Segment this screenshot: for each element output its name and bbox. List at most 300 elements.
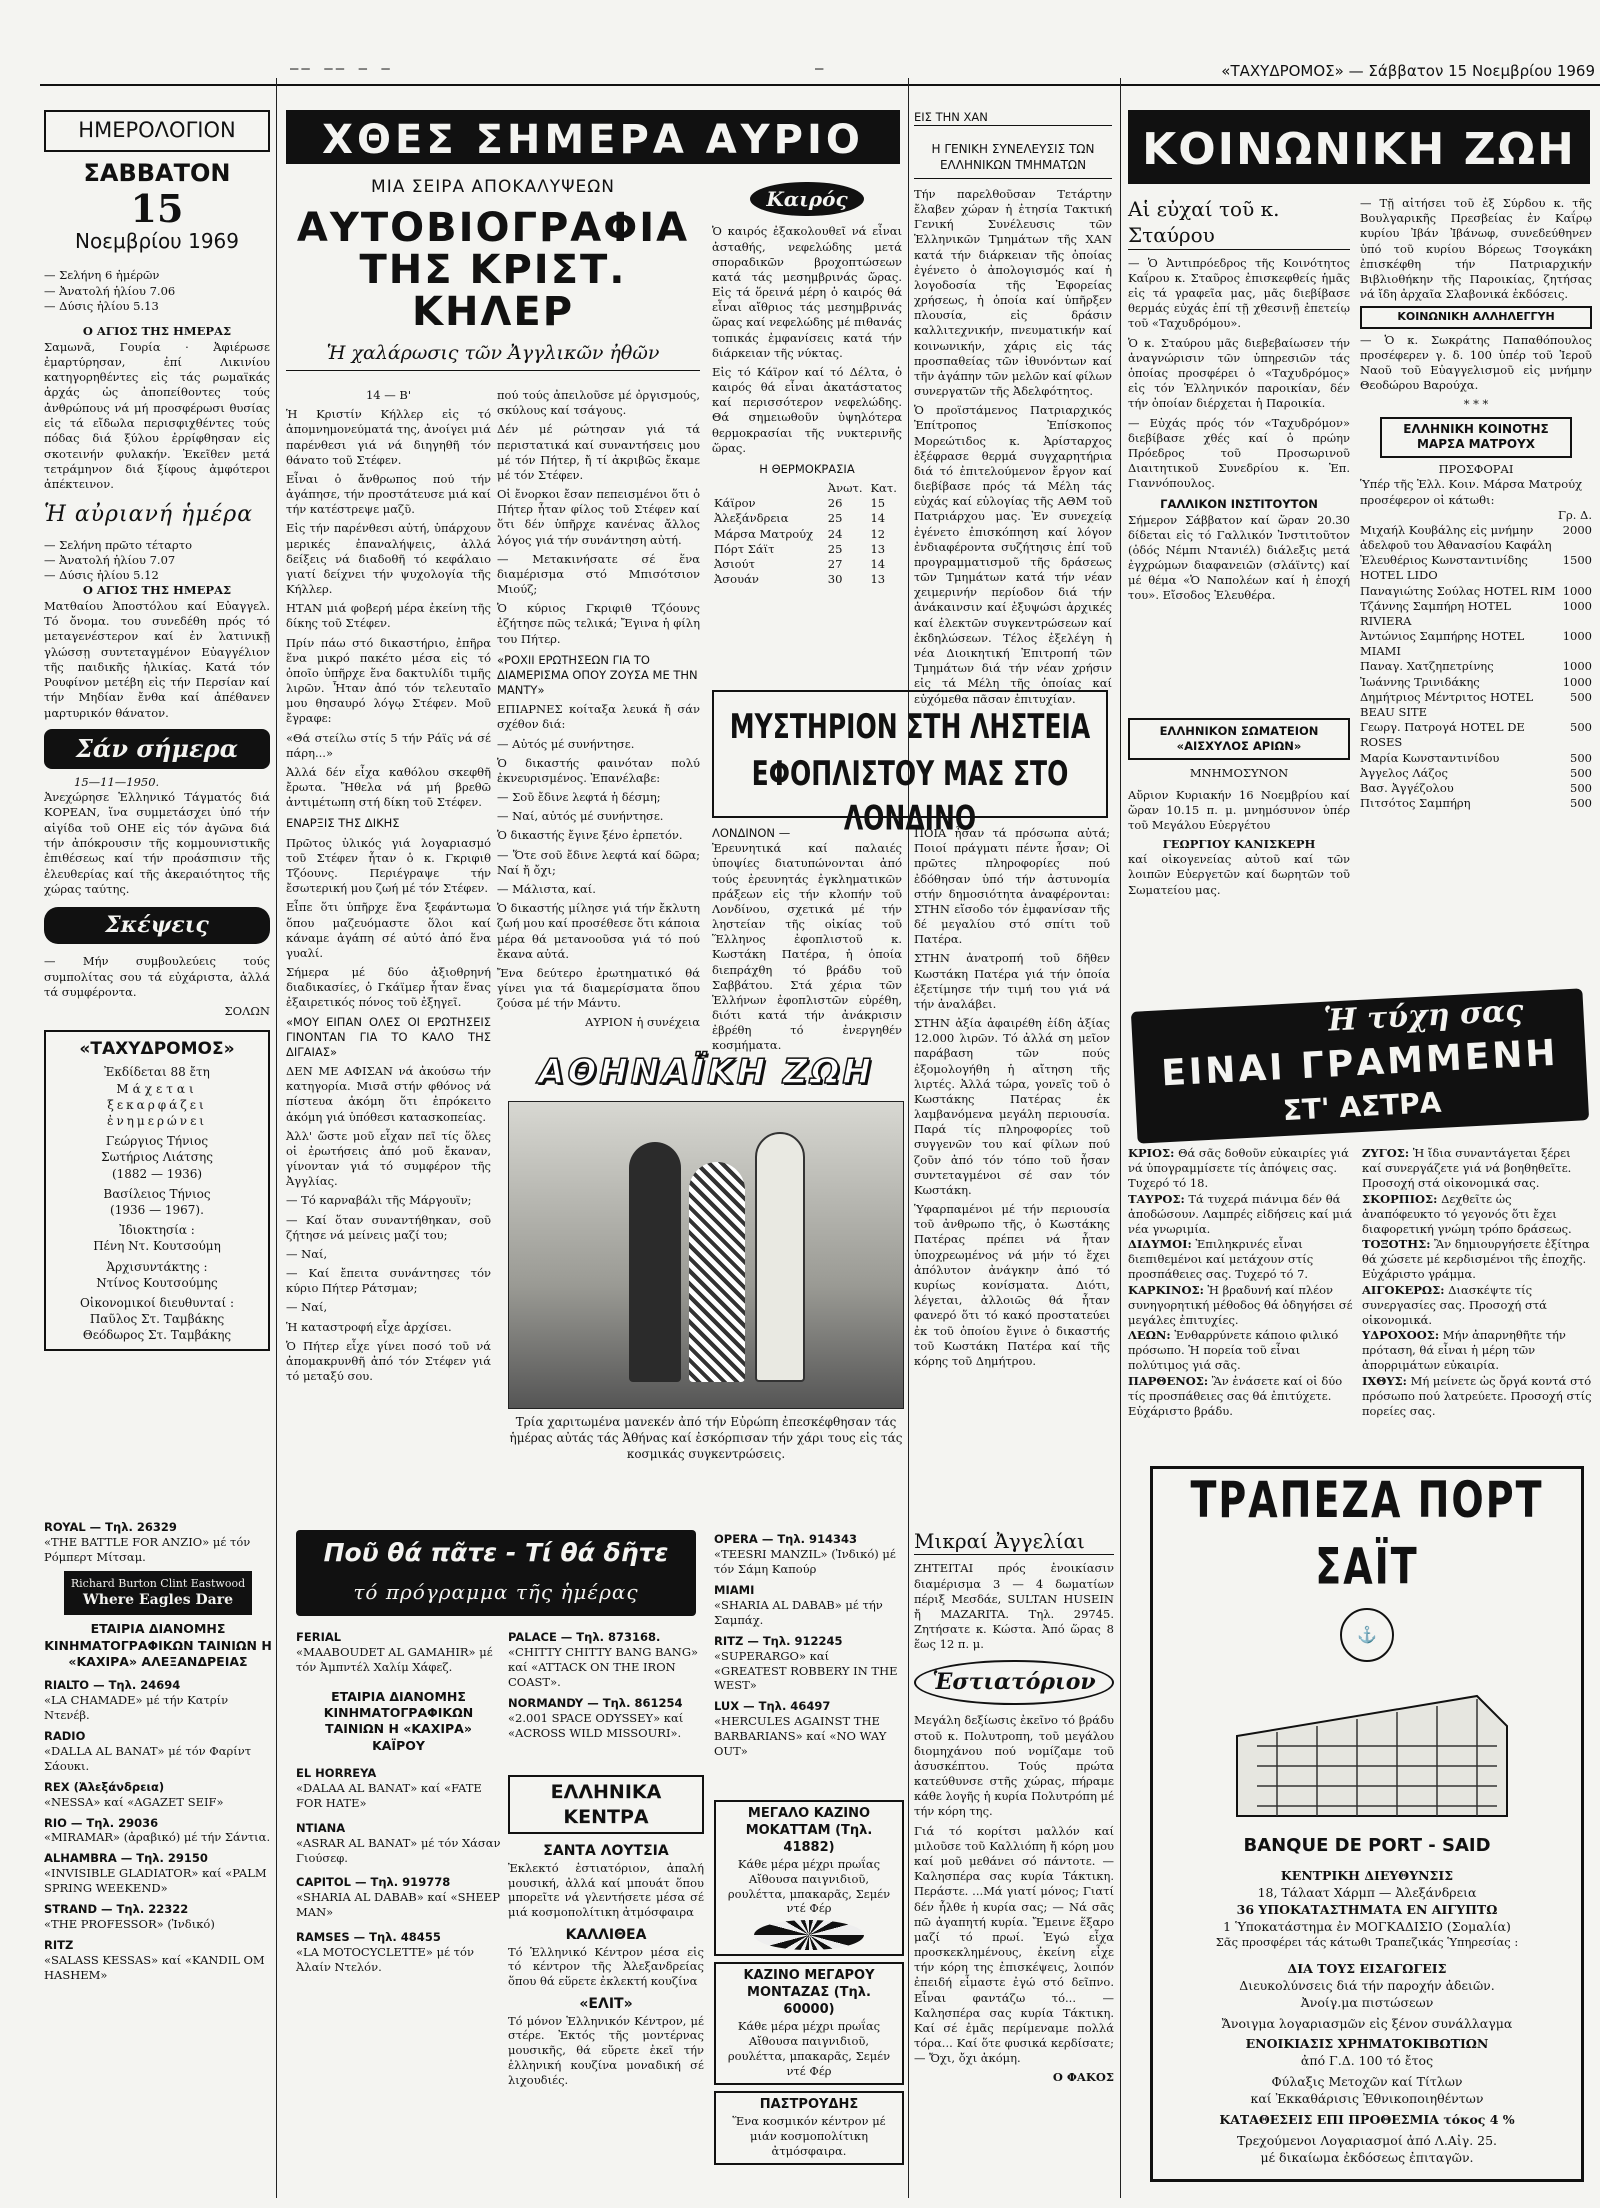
sign-text: Θά σᾶς δοθοῦν εὐκαιρίες γιά νά ὑπογραμμίσετε τίς ἀπόψεις σας. Τυχερό τό 18. <box>1128 1146 1349 1191</box>
column-rule-1 <box>276 78 277 2198</box>
sign-text: Ἡ βραδυνή καί πλέον συνηγορητική μέθοδος θά ὁδηγήσει σέ μεγάλες ἐπιτυχίες. <box>1128 1282 1353 1327</box>
cinema-film: «2.001 SPACE ODYSSEY» καί «ACROSS WILD MISSOURI». <box>508 1710 684 1740</box>
temperature-row <box>712 527 902 542</box>
donor-name: Ἐλευθέριος Κωνσταντινίδης HOTEL LIDO <box>1360 553 1528 583</box>
donor-name: Μαρία Κωνσταντινίδου <box>1360 750 1500 765</box>
casino-montaza-box <box>714 1962 904 2084</box>
sign-entry <box>1362 1374 1592 1420</box>
cinema-film: «CHITTY CHITTY BANG BANG» καί «ATTACK ON THE IRON COAST». <box>508 1644 699 1689</box>
cinema-film: «LA CHAMADE» μέ τήν Κατρίν Ντενέβ. <box>44 1692 229 1722</box>
masthead-line: Ἰδιοκτησία : <box>119 1223 195 1238</box>
article-paragraph: ΔΕΝ ΜΕ ΑΦΙΣΑΝ νά ἀκούσω τήν κατηγορία. Μισᾶ στήν φθόνος νά πίστευα ἀκόμη ὅτι ἐπρόκειτο ἀκόμη γιά ὑπόθεσι κατασκοπείας. <box>286 1064 491 1124</box>
venue-text: Ἕνα κοσμικόν κέντρον μέ μιάν κοσμοπολίτικη ἀτμόσφαιρα. <box>732 2113 886 2158</box>
masthead-line: ἐνημερώνει <box>107 1114 207 1129</box>
cinema-film: «INVISIBLE GLADIATOR» καί «PALM SPRING WEEKEND» <box>44 1866 267 1896</box>
thought-text: — Μήν συμβουλεύεις τούς συμπολίτας σου τά εὐχάριστα, ἀλλά τά συμφέροντα. <box>44 954 270 999</box>
memorial-text-2: καί οἰκογενείας αὐτοῦ καί τῶν λοιπῶν Εὐεργετῶν καί δωρητῶν τοῦ Σωματείου μας. <box>1128 852 1350 897</box>
thought-author: ΣΟΛΩΝ <box>224 1004 270 1019</box>
cinema-film: «THE BATTLE FOR ANZIO» μέ τόν Ρόμπερτ Μίτσαμ. <box>44 1534 251 1564</box>
xan-paragraph: Τήν παρελθοῦσαν Τετάρτην ἔλαβεν χώραν ἡ ἐτησία Τακτική Γενική Συνέλευσις τῶν Ἑλληνικῶν Τμημάτων τῆς ΧΑΝ κατά τήν διάρκειαν τῆς ὁποίας ἐγένετο ὁ ἀπολογισμός καί ἡ λογοδοσία τῆς Ἐφορείας χρήσεως, ἡ ὁποία καί ὑπῆρξεν πλουσία, εἰς δράσιν καλλιτεχνικήν, πνευματικήν καί κοινωνικήν, χάρις εἰς τάς προσπαθείας τῶν ἰθυνόντων καί τῆν ἀγάπην τῶν μελῶν καί φίλων συνεργατῶν τῆς Ἀδελφότητος. <box>914 186 1112 399</box>
bank-line: ΕΝΟΙΚΙΑΣΙΣ ΧΡΗΜΑΤΟΚΙΒΩΤΙΩΝ <box>1245 2036 1489 2052</box>
sign-entry <box>1362 1283 1592 1329</box>
french-institute-text: Σήμερον Σάββατον καί ὥραν 20.30 δίδεται εἰς τό Γαλλικόν Ἰνστιτοῦτον (ὁδός Νέμπι Ντανιέλ) διάλεξις μετά ἐγχρώμων διαφανειῶν (σλάϊντς) καί μέ θέμα «Ὁ Ναπολέων καί ἡ ἐποχή του». Εἴσοδος Ἐλευθέρα. <box>1128 512 1350 603</box>
article-paragraph: Ἔνα δεύτερο ἐρωτηματικό θά γίνει για τά διαμερίσματα ὅπου ζούσα μέ τήν Μάντυ. <box>497 965 700 1011</box>
donor-name: Τζάννης Σαμπήρη HOTEL RIVIERA <box>1360 598 1511 628</box>
cinema-name: PALACE — Τηλ. 873168. <box>508 1630 661 1644</box>
sign-entry <box>1128 1237 1354 1283</box>
donor-row <box>1360 659 1592 674</box>
bank-line: Τρεχούμενοι Λογαριασμοί ἀπό Λ.Αἰγ. 25. <box>1236 2132 1498 2148</box>
bank-hq: ΚΕΝΤΡΙΚΗ ΔΙΕΥΘΥΝΣΙΣ <box>1280 1867 1454 1883</box>
on-this-day-logo: Σάν σήμερα <box>44 729 270 769</box>
article-paragraph: ΕΠΙΑΡΝΕΣ κοίταξα λευκά ἤ σάν σχέθον διά: <box>497 702 700 732</box>
max: 24 <box>827 526 843 541</box>
athens-life-title: ΑΘΗΝΑΪΚΗ ΖΩΗ <box>538 1052 874 1092</box>
article-paragraph: Δέν μέ ρώτησαν γιά τά περιστατικά καί συναντήσεις μου μέ τόν Πήτερ, ἤ τί ἀκριβῶς ἔκαμε μέ τόν Στέφεν. <box>497 422 700 482</box>
cinema-name: LUX — Τηλ. 46497 <box>714 1699 831 1714</box>
cinema-program-subtitle: τό πρόγραμμα τῆς ἡμέρας <box>353 1580 639 1605</box>
min: 14 <box>870 557 886 571</box>
donor-amount: 500 <box>1570 689 1592 704</box>
masthead-line: Σωτήριος Λιάτσης <box>101 1150 213 1165</box>
header-mid-mark: — <box>815 61 824 77</box>
venue-text: Τό Ἑλληνικό Κέντρον μέσα εἰς τό κέντρον τῆς Ἀλεξανδρείας ὅπου θά εὕρετε ἐκλεκτή κουζίνα <box>508 1944 704 1989</box>
athens-life-feature <box>508 1050 904 1500</box>
sign-text: Διασκέψτε τίς συνεργασίες σας. Προσοχή στά οἰκονομικά. <box>1362 1282 1547 1327</box>
mystery-headline-1: ΜΥΣΤΗΡΙΟΝ ΣΤΗ ΛΗΣΤΕΙΑ <box>729 706 1091 747</box>
sign-name: ΥΔΡΟΧΟΟΣ: <box>1362 1328 1440 1343</box>
sign-text: Δεχθεῖτε ὡς ἀναπόφευκτο τό γεγονός ὅτι ἔχει διαφορετική γνώμη τρόπο δράσεως. <box>1362 1191 1572 1236</box>
bank-imports: ΔΙΑ ΤΟΥΣ ΕΙΣΑΓΩΓΕΙΣ <box>1287 1960 1447 1976</box>
greek-venues-col-a <box>508 1775 704 2190</box>
wishes-text: — Ὁ Ἀντιπρόεδρος τῆς Κοινότητος Καΐρου κ. Σταῦρος ἐπισκεφθείς ἡμᾶς εἰς τά γραφεῖα μας, μᾶς διεβίβασε θερμάς εὐχάς ἐπί τῇ χθεσινῇ ἐπετείῳ τοῦ «Ταχυδρόμου». <box>1128 255 1350 331</box>
min: 13 <box>870 572 886 587</box>
saint2-heading: Ο ΑΓΙΟΣ ΤΗΣ ΗΜΕΡΑΣ <box>82 583 232 598</box>
diary-day: ΣΑΒΒΑΤΟΝ <box>83 158 231 187</box>
cinema-name: EL HORREYA <box>296 1765 377 1780</box>
horoscope-title-2: ΕΙΝΑΙ ΓΡΑΜΜΕΝΗ <box>1160 1032 1560 1095</box>
offers-unit: Γρ. Δ. <box>1557 507 1592 522</box>
article-section-heading: «ΡΟΧΙΙ ΕΡΩΤΗΣΕΩΝ ΓΙΑ ΤΟ ΔΙΑΜΕΡΙΣΜΑ ΟΠΟΥ ΖΟΥΣΑ ΜΕ ΤΗΝ ΜΑΝΤΥ» <box>497 652 698 698</box>
weather-text: Ὁ καιρός ἐξακολουθεῖ νά εἶναι ἀσταθής, νεφελώδης μετά σποραδικῶν βροχοπτώσεων κατά τάς μεσημβρινάς ὥρας. Εἰς τά ὅρεινά μέρη ὁ καιρός θά εἶναι αἴθριος τάς μεσημβρινάς ὥρας καί νεφελώδης μέ πιθανάς τοπικάς ἐμφανίσεις κατά τήν διάρκειαν τῆς νύκτας. <box>712 224 902 360</box>
cinema-name: RITZ — Τηλ. 912245 <box>714 1633 843 1648</box>
sign-name: ΠΑΡΘΕΝΟΣ: <box>1128 1373 1209 1388</box>
sign-entry <box>1128 1192 1354 1238</box>
mystery-paragraph: Ὑφαρπαμένοι μέ τήν περιουσία τοῦ ἀνθρωπο τῆς, ὁ Κωστάκης Πατέρας πρέπει νά ἦταν ὑποχρεωμένος νά μήν τό ἔχει ἀπόλυτον ἀνάγκην ἀπό τό κυρίως κονίσματα. Διότι, λέγεται, ἀλλοιῶς θά ἦταν φανερό ὅτι τό κακό προστατεύει ἐκ τοῦ ὁποίου ἔγινε ὁ δικαστής τοῦ Κωστάκη Πατέρα καί τῆς κόρης τοῦ Δημήτρου. <box>914 1202 1110 1368</box>
mystery-dateline: ΛΟΝΔΙΝΟΝ — <box>712 826 791 840</box>
city: Ἀσουάν <box>714 572 759 587</box>
cinema-name: RADIO <box>44 1728 86 1743</box>
article-paragraph: Ἡ Κριστίν Κήλλερ εἰς τό ἀπομνημονεύματά της, ἀνοίγει μιά παρένθεσι γιά νά διηγηθῆ τόν θάνατο τοῦ Στέφεν. <box>286 407 491 467</box>
column-rule-2 <box>908 78 909 2198</box>
bank-mogadishu: 1 Ὑποκατάστημα ἐν ΜΟΓΚΑΔΙΣΙΟ (Σομαλία) <box>1223 1918 1511 1934</box>
donor-amount: 500 <box>1570 796 1592 811</box>
bank-emblem-icon: ⚓ <box>1340 1608 1394 1662</box>
masthead-title: «ΤΑΧΥΔΡΟΜΟΣ» <box>79 1038 235 1059</box>
astro2-sunrise: — Ἀνατολή ἡλίου 7.07 <box>44 552 176 567</box>
donor-row <box>1360 675 1592 690</box>
donor-name: Δημήτριος Μέντριτος HOTEL BEAU SITE <box>1360 689 1534 719</box>
temp-head: Κατ. <box>870 481 897 496</box>
article-paragraph: πού τούς ἀπειλοῦσε μέ ὀργισμούς, σκύλους καί τσάγους. <box>497 388 700 418</box>
mystery-body-b <box>914 826 1110 1516</box>
max: 25 <box>827 541 843 556</box>
article-paragraph: Ἡ καταστροφή εἶχε ἀρχίσει. <box>286 1319 452 1334</box>
masthead-box <box>44 1030 270 1352</box>
masthead-line: Ἀρχισυντάκτης : <box>106 1259 208 1274</box>
kahira-distributor: ETAIPIA ΔΙΑΝΟΜΗΣ ΚΙΝΗΜΑΤΟΓΡΑΦΙΚΩΝ ΤΑΙΝΙΩΝ Η «ΚΑΧΙΡΑ» <box>323 1688 474 1737</box>
mystery-paragraph: ΠΟΙΑ ἦσαν τά πρόσωπα αὐτά; Ποιοί πράγματι πέντε ἦσαν; Οἱ πρῶτες πληροφορίες πού ἐδόθησαν ὑπό τήν ἀστυνομία στήν δημοσιότητα ἀναφέρονται: ΣΤΗΝ εἴσοδο τόν ἐμφανίσαν τῆς δέ μεγαλίου στό σπίτι τοῦ Πατέρα. <box>914 826 1110 947</box>
cinema-film: «LA MOTOCYCLETTE» μέ τόν Ἀλαίν Ντελόν. <box>296 1945 474 1975</box>
casino-mokattam-box <box>714 1800 904 1956</box>
aid-text: — Ὁ κ. Σωκράτης Παπαθόπουλος προσέφερεν γ. δ. 100 ὑπέρ τοῦ Ἱεροῦ Ναοῦ τοῦ Εὐαγγελισμοῦ εἰς μνήμην Θεοδώρου Βαρούχα. <box>1360 332 1592 393</box>
masthead-line: Οἰκονομικοί διευθυνταί : <box>79 1295 235 1310</box>
cinema-name: MIAMI <box>714 1582 755 1597</box>
mystery-paragraph: ΣΤΗΝ ἀνατροπή τοῦ δῆθεν Κωστάκη Πατέρα γιά τήν ὁποία ἐξετίμησε τήν τιμή του γιά νά τήν ἀναλάβει. <box>914 951 1110 1011</box>
city: Κάϊρον <box>714 496 756 511</box>
donor-name: Ἀντώνιος Σαμπήρης HOTEL MIAMI <box>1360 629 1525 659</box>
poster-title: Where Eagles Dare <box>83 1592 233 1609</box>
article-paragraph: Ἀλλά δέν εἶχα καθόλου σκεφθῆ ἔρωτα. Ἤθελα νά μή βρεθῶ ἀντιμέτωπη στή δίκη τοῦ Στέφεν. <box>286 764 491 810</box>
sign-name: ΚΑΡΚΙΝΟΣ: <box>1128 1282 1204 1297</box>
article-paragraph: — Ναί, αὐτός μέ συνήντησε. <box>497 809 664 824</box>
cinema-film: «ASRAR AL BANAT» μέ τόν Χάσαν Γιούσεφ. <box>296 1835 501 1865</box>
astro-moon: — Σελήνη 6 ἡμέρῶν <box>44 268 160 283</box>
horoscope-col-b <box>1362 1146 1592 1446</box>
saint2-text: Ματθαίου Ἀποστόλου καί Εὐαγγελ. Τό ὄνομα. του συνεδέθη πρός τό μεταγενέστερον καί ἐν λατινικῇ γλώσσῃ συντεταγμένον Εὐαγγέλιον τῆς παιδικῆς ἡλικίας. Κατά τόν Ρουφίνον μετέβη εἰς τήν Περσίαν καί τήν Μηδίαν ἔνθα καί ἀπέθανεν μαρτυρικόν θάνατον. <box>44 598 270 720</box>
donor-row <box>1360 599 1592 629</box>
article-subtitle: Ἡ χαλάρωσις τῶν Ἀγγλικῶν ἠθῶν <box>286 341 700 371</box>
bank-line: Φύλαξις Μετοχῶν καί Τίτλων <box>1271 2074 1463 2090</box>
min: 13 <box>870 541 886 556</box>
masthead-line: Πένη Ντ. Κουτσούμη <box>93 1239 221 1254</box>
models-caption: Τρία χαριτωμένα μανεκέν ἀπό τήν Εὐρώπη ἐπεσκέφθησαν τάς ἡμέρας αὐτάς τάς Ἀθήνας καί ἐσκόρπισαν τήν χάρι τους εἰς τάς κοσμικάς συγκεντρώσεις. <box>509 1415 903 1462</box>
article-paragraph: Πρίν πάω στό δικαστήριο, ἐπῆρα ἕνα μικρό πακέτο μέσα εἰς τό ὁποῖο ὑπῆρχε ἕνα δακτυλίδι τιμῆς λιρῶν. Ἦταν ἀπό τόν τελευταῖο μου θησαυρό λόγῳ Στέφεν. Μοῦ ἔγραφε: <box>286 635 491 726</box>
weather-text-2: Εἰς τό Κάϊρον καί τό Δέλτα, ὁ καιρός θά εἶναι ἀκατάστατος καί περισσότερον νεφελώδης. Θά σημειωθοῦν ὑψηλότερα θερμοκρασίαι τῆς νυκτερινῆς ὥρας. <box>712 364 902 455</box>
cinema-name: RIO — Τηλ. 29036 <box>44 1815 159 1830</box>
xan-article <box>914 110 1112 706</box>
temperature-head-row <box>712 481 902 496</box>
article-paragraph: — Καί ἔπειτα συνάντησες τόν κύριο Πήτερ Ράτσμαν; <box>286 1266 491 1296</box>
diary-date-number: 15 <box>130 185 184 231</box>
cinema-film: «SHARIA AL DABAB» μέ τήν Σαμπάχ. <box>714 1597 883 1627</box>
article-paragraph: Ὁ δικαστής φαινόταν πολύ ἐκνευρισμένος. Ἐπανέλαβε: <box>497 755 700 785</box>
header-dateline: «ΤΑΧΥΔΡΟΜΟΣ» — Σάββατον 15 Νοεμβρίου 1969 <box>1221 62 1595 80</box>
aischylos-column <box>1128 718 1350 998</box>
cinema-name: STRAND — Τηλ. 22322 <box>44 1902 189 1917</box>
donor-name: Ἀγγελος Λάζος <box>1360 765 1448 780</box>
min: 12 <box>870 526 886 541</box>
cinema-film: «DALLA AL BANAT» μέ τόν Φαρίντ Σάουκι. <box>44 1743 252 1773</box>
cinema-program-title: Ποῦ θά πᾶτε - Τί θά δῆτε <box>323 1538 669 1567</box>
sign-text: Ἐνθαρρύνετε κάποιο φιλικό πρόσωπο. Ἡ πορεία τοῦ εἶναι πολύτιμος γιά σᾶς. <box>1128 1328 1339 1373</box>
article-part: 14 — Β' <box>365 388 412 402</box>
casino-text: Κάθε μέρα μέχρι πρωΐας Αἴθουσα παιγνιδιοῦ, ρουλέττα, μπακαρᾶς, Σεμέν ντέ Φέρ <box>727 1856 891 1916</box>
donor-row <box>1360 766 1592 781</box>
thoughts-logo: Σκέψεις <box>44 907 270 944</box>
temperature-row <box>712 542 902 557</box>
xan-paragraph: Ὁ προϊστάμενος Πατριαρχικός Ἐπίτροπος Ἐπίσκοπος Μορεώτιδος κ. Ἀρίσταρχος ἐξέφρασε θερμά συγχαρητήρια διά τό ἐπιτελούμενον ἔργον καί διεβίβασε πρός τά Μέλη τάς εὐχάς καί εὐλογίας τῆς ΑΘΜ τοῦ Πατριάρχου μας. Ἐν συνεχείᾳ ἐγένετο ἐπισκόπηση καί λόγον ἐνδιαφέροντα συζήτησις ἐπί τοῦ προγραμματισμοῦ τῆς δράσεως τῶν Τμημάτων κατά τήν νέαν χειμερινήν περίοδον διά τήν ἀνάκαινσιν καί ἐξυψώσι ἀρχικές καί ἐλεκτῶν συγκεντρώσεων καί ἐκδηλώσεων. Τέλος ἐξελέγη ἡ νέα Διοικητική Ἐπιτροπή τῶν Τμημάτων διά τήν νέαν χρήσιν εἰς τά Μέλη τῆς ὁποίας καί εὐχόμεθα πᾶσαν ἐπιτυχίαν. <box>914 403 1112 706</box>
cinema-film: «TEESRI MANZIL» (Ἰνδικό) μέ τόν Σάμη Καπούρ <box>714 1546 896 1576</box>
venue-name: «ΕΛΙΤ» <box>579 1996 633 2013</box>
sign-entry <box>1128 1328 1354 1374</box>
donor-amount: 1500 <box>1562 553 1592 568</box>
memorial-title: ΜΝΗΜΟΣΥΝΟΝ <box>1189 766 1289 781</box>
fakos-text: Γιά τό κορίτσι μαλλόν καί μιλοῦσε τοῦ Καλλιόπη ἤ κόρη μου καί μοῦ μεθάνει σό πάντοτε. — Καλησπέρα σας κυρία Τάκτικη. Περάστε. ...Μά γιατί μόνος; Γιατί δέν ἦλθε ἡ κυρία σας; — Νά σᾶς πῶ ἀγαπητή κυρία. Ἔμεινε ἕξαρο μαζί τό πρωί. Ἐγώ εἶχα προσκεκλημένους, ἐκείνη εἶχε τήν κόρη της ἐπισκέψεις, λοιπόν ἐπειδή εἶμαστε ἐγώ στό δεῖπνο. Εἶναι φαντάζω τό... — Καλησπέρα σας κυρία Τάκτικη. Καί σέ ἐμᾶς περίμεναμε πολλά τόρα... Καί ὅτε φυσικά κερδίσατε; — Ὄχι, ὄχι ἀκόμη. <box>914 1823 1114 2066</box>
sign-text: Μήν ἀπαρνηθῆτε τήν πρόταση, θά εἶναι ἡ μέρη τῶν ἀπορριμάτων εὐκαιρία. <box>1362 1328 1566 1373</box>
marsa-matruh-community: ΕΛΛΗΝΙΚΗ ΚΟΙΝΟΤΗΣ ΜΑΡΣΑ ΜΑΤΡΟΥΧ <box>1380 417 1572 459</box>
left-cinema-list <box>44 1520 272 2180</box>
donor-row <box>1360 690 1592 720</box>
city: Μάρσα Ματρούχ <box>714 526 814 541</box>
bank-line: μέ δικαίωμα ἐκδόσεως ἐπιταγῶν. <box>1260 2149 1474 2165</box>
article-paragraph: — Σοῦ ἔδινε λεφτά ἡ δέσμη; <box>497 790 661 805</box>
stars-divider: * * * <box>1463 397 1489 412</box>
cinema-name: ROYAL — Τηλ. 26329 <box>44 1520 177 1534</box>
donor-amount: 1000 <box>1562 629 1592 644</box>
bank-services: Σᾶς προσφέρει τάς κάτωθι Τραπεζικάς Ὑπηρεσίας : <box>1215 1935 1519 1950</box>
horoscope-col-a <box>1128 1146 1354 1446</box>
article-paragraph: Ὁ δικαστής ἔγινε ξένο ἑρπετόν. <box>497 828 683 843</box>
cinema-film: «THE PROFESSOR» (Ἰνδικό) <box>44 1917 215 1932</box>
masthead-line: Ἐκδίδεται 88 ἔτη <box>104 1065 210 1080</box>
article-paragraph: Ὁ Πήτερ εἶχε γίνει ποσό τοῦ νά ἀπομακρυνθῆ ἀπό τόν Στέφεν γιά τό μεταξύ σου. <box>286 1338 491 1384</box>
sign-name: ΑΙΓΟΚΕΡΩΣ: <box>1362 1282 1445 1297</box>
article-kicker: ΜΙΑ ΣΕΙΡΑ ΑΠΟΚΑΛΥΨΕΩΝ <box>371 177 615 197</box>
bank-french-name: BANQUE DE PORT - SAID <box>1243 1834 1491 1856</box>
tomorrow-heading: Ἡ αὐριανή ἡμέρα <box>44 502 254 528</box>
donor-amount: 500 <box>1570 765 1592 780</box>
article-column-a <box>286 388 491 1498</box>
donor-amount: 500 <box>1570 750 1592 765</box>
sign-text: Ἂν ἐνάσετε καί οἱ δύο τίς προσπάθειες σας θά ἐπιτύχετε. Εὐχάριστο βράδυ. <box>1128 1373 1343 1418</box>
greek-venues-col-b <box>714 1800 904 2190</box>
xan-label: ΕΙΣ ΤΗΝ ΧΑΝ <box>914 110 1112 126</box>
article-paragraph: — Καί ὅταν συναντήθηκαν, σοῦ ζήτησε νά μείνεις μαζί του; <box>286 1212 491 1242</box>
bank-line: Διευκολύνσεις διά τήν παροχήν ἀδειῶν. <box>1239 1977 1495 1993</box>
column-rule-3 <box>1120 78 1121 2198</box>
memorial-name: ΓΕΩΡΓΙΟΥ ΚΑΝΙΣΚΕΡΗ <box>1162 837 1316 852</box>
wishes-text: Ὁ κ. Σταύρου μᾶς διεβεβαίωσεν τήν ἀναγνώρισιν τῶν ὑπηρεσιῶν τάς ὁποίας προσφέρει ὁ «Ταχυδρόμος» εἰς τόν Ἑλληνικόν παροικίαν, δέν τήν ὁποίαν διέρχεται ἡ Παροικία. <box>1128 335 1350 411</box>
diary-date-block <box>44 158 270 255</box>
donor-amount: 1000 <box>1562 583 1592 598</box>
social-life-banner: ΚΟΙΝΩΝΙΚΗ ΖΩΗ <box>1128 110 1590 184</box>
cinema-film: «MIRAMAR» (ἀραβικό) μέ τήν Σάντια. <box>44 1830 271 1845</box>
masthead-line: Θεόδωρος Στ. Ταμβάκης <box>82 1328 232 1343</box>
article-paragraph: Ὁ κύριος Γκριφιθ Τζόουνς ἐζήτησε πῶς τελικά; Ἔγινα ἡ φίλη του Πήτερ. <box>497 601 700 646</box>
article-paragraph: Ὁ δικαστής μίλησε γιά τήν ἔκλυτη ζωή μου καί προσέθεσε ὅτι κάποια μέρα θά μετανοοῦσα γιά τό πού ἔκανα αὐτά. <box>497 901 700 961</box>
article-paragraph: Πρῶτος ὑλικός γιά λογαριασμό τοῦ Στέφεν ἦταν ὁ κ. Γκριφιθ Τζόουνς. Περιέγραψε τήν ἔσωτερική μου ζωή μέ τόν Στέφεν. <box>286 835 491 896</box>
masthead-line: Ντίνος Κουτσούμης <box>96 1275 218 1290</box>
offers-text: Ὑπέρ τῆς Ἑλλ. Κοιν. Μάρσα Ματρούχ προσέφερον οἱ κάτωθι: <box>1360 477 1583 507</box>
diary-column <box>44 110 270 1510</box>
max: 27 <box>827 557 843 571</box>
mystery-paragraph: ΣΤΗΝ ἀξία ἀφαιρέθη ἐίδη ἀξίας 12.000 λιρῶν. Τό ἀλλά ση μεῖον παράβαση τῶν πούς ἐξομολογήθη ἡ αἴτηση τῆς λιρτές. Ἀλλά τώρα, γονεῖς τοῦ ὁ Κωστάκης Πατέρας ἐκ λαμβανόμενα μεγάλη περιουσία. Παρά τίς πληροφορίες τοῦ συγγενῶν του καί φίλων πού ζοῦν ἀπό τόν τόπο τοῦ ἦσαν συντεταγμένοι σέ σαν τόν Κωστάκη. <box>914 1016 1110 1197</box>
horoscope-title-3: ΣΤ' ΑΣΤΡΑ <box>1282 1085 1443 1127</box>
bank-line: ΚΑΤΑΘΕΣΕΙΣ ΕΠΙ ΠΡΟΘΕΣΜΙΑ τόκος 4 % <box>1219 2111 1515 2127</box>
article-paragraph: Οἱ ἔνορκοι ἔσαν πεπεισμένοι ὅτι ὁ Πήτερ ἦταν φίλος τοῦ Στέφεν καί ὅτι δέν ὑπῆρχε κανένας ἄλλος λόγος γιά τήν συνάντηση αὐτή. <box>497 487 700 547</box>
article-column-b <box>497 388 700 1030</box>
saint-heading: Ο ΑΓΙΟΣ ΤΗΣ ΗΜΕΡΑΣ <box>82 324 232 339</box>
mystery-body-a <box>712 826 902 1053</box>
cinema-name: FERIAL <box>296 1630 342 1644</box>
temp-head: Ἀνωτ. <box>827 481 863 496</box>
sign-entry <box>1362 1328 1592 1374</box>
wishes-column <box>1128 196 1350 666</box>
kahira-distributor: ETAIPIA ΔΙΑΝΟΜΗΣ ΚΙΝΗΜΑΤΟΓΡΑΦΙΚΩΝ ΤΑΙΝΙΩΝ Η «ΚΑΧΙΡΑ» ΑΛΕΞΑΝΔΡΕΙΑΣ <box>44 1621 272 1669</box>
donor-name: Παναγ. Χατζηπετρίνης <box>1360 659 1494 674</box>
diary-month: Νοεμβρίου 1969 <box>74 228 240 253</box>
temperature-row <box>712 511 902 526</box>
donor-list <box>1360 523 1592 811</box>
donor-row <box>1360 720 1592 750</box>
article-paragraph: Εἰς τήν παρένθεσι αὐτή, ὑπάρχουν μερικές ἐπαναλήψεις, ἀλλά δείξεις νά διαδοθῆ τό κεφάλαιο γιατί δείχνει τήν ψυχολογία τῆς Κήλλερ. <box>286 521 491 597</box>
yesterday-today-tomorrow-banner: ΧΘΕΣ ΣΗΜΕΡΑ ΑΥΡΙΟ <box>286 110 900 164</box>
article-paragraph: «Θά στείλω στίς 5 τήν Ράϊς νά σέ πάρη...» <box>286 730 491 760</box>
cinema-film: «HERCULES AGAINST THE BARBARIANS» καί «NO WAY OUT» <box>714 1714 887 1759</box>
classifieds-and-fakos <box>914 1528 1114 2188</box>
horoscope-banner <box>1131 988 1589 1143</box>
masthead-line: Μάχεται <box>116 1081 198 1096</box>
roulette-icon <box>754 1920 864 1950</box>
bank-address: 18, Τάλαατ Χάρμπ — Ἀλεξάνδρεια <box>1257 1884 1477 1900</box>
diary-title: ΗΜΕΡΟΛΟΓΙΟΝ <box>44 110 270 152</box>
cinema-name: ALHAMBRA — Τηλ. 29150 <box>44 1851 208 1866</box>
donor-amount: 2000 <box>1562 522 1592 537</box>
memorial-text: Αὔριον Κυριακήν 16 Νοεμβρίου καί ὥραν 10.15 π. μ. μνημόσυνον ὑπέρ τοῦ Μεγάλου Εὐεργέτου <box>1128 787 1350 832</box>
aid-title: ΚΟΙΝΩΝΙΚΗ ΑΛΛΗΛΕΓΓΥΗ <box>1360 306 1592 329</box>
venue-name: ΣΑΝΤΑ ΛΟΥΤΣΙΑ <box>543 1843 669 1860</box>
cinema-name: RAMSES — Τηλ. 48455 <box>296 1930 441 1945</box>
donor-name: Μιχαήλ Κουβάλης εἰς μνήμην ἀδελφοῦ του Ἀθανασίου Καφάλη <box>1360 522 1552 553</box>
donor-name: Πιτσότος Σαμπήρη <box>1360 796 1471 811</box>
cinema-name: RIALTO — Τηλ. 24694 <box>44 1678 181 1693</box>
article-paragraph: ΗΤΑΝ μιά φοβερή μέρα ἐκείνη τῆς δίκης τοῦ Στέφεν. <box>286 601 491 631</box>
cinema-name: REX (Ἀλεξάνδρεια) <box>44 1779 165 1794</box>
masthead-line: Παῦλος Στ. Ταμβάκης <box>89 1312 225 1327</box>
restaurant-logo: Ἑστιατόριον <box>914 1660 1114 1705</box>
model-figure-1 <box>629 1142 681 1382</box>
article-paragraph: «ΜΟΥ ΕΙΠΑΝ ΟΛΕΣ ΟΙ ΕΡΩΤΗΣΕΙΣ ΓΙΝΟΝΤΑΝ ΓΙΑ ΤΟ ΚΑΛΟ ΤΗΣ ΔΙΓΑΙΑΣ» <box>286 1014 491 1059</box>
sign-name: ΚΡΙΟΣ: <box>1128 1146 1175 1160</box>
temperature-row <box>712 557 902 572</box>
mystery-headline-2: ΕΦΟΠΛΙΣΤΟΥ ΜΑΣ ΣΤΟ ΛΟΝΔΙΝΟ <box>751 754 1069 839</box>
max: 30 <box>827 572 843 587</box>
offers-title: ΠΡΟΣΦΟΡΑΙ <box>1438 462 1514 477</box>
venue-name: ΚΑΛΛΙΘΕΑ <box>565 1927 647 1944</box>
on-this-day-date: 15—11—1950. <box>74 774 160 789</box>
temperature-row <box>712 496 902 511</box>
bank-title: ΤΡΑΠΕΖΑ ΠΟΡΤ ΣΑΪΤ <box>1190 1471 1544 1596</box>
article-paragraph: — Ναί, <box>286 1246 328 1261</box>
astro2-moon: — Σελήνη πρῶτο τέταρτο <box>44 537 193 552</box>
casino-name: ΜΕΓΑΛΟ ΚΑΖΙΝΟ ΜΟΚΑΤΤΑΜ (Τηλ. 41882) <box>745 1806 873 1855</box>
article-headline-1: ΑΥΤΟΒΙΟΓΡΑΦΙΑ <box>296 204 690 251</box>
library-visit-text: — Τῇ αἰτήσει τοῦ ἐξ Σύρδου κ. τῆς Βουλγαρικῆς Πρεσβείας ἐν Καΐρῳ κυρίου Ἰβάν Ἰβάνωφ, συνεδεύθηνεν ὑπό τοῦ κυρίου Βόρεως Τσογκάκη ἐπισκέφθη τήν Πατριαρχικήν Βιβλιοθήκην τῆς Παροικίας, ζητήσας νά ἴδη ἀρχαῖα Σλαβονικά ἐκδόσεις. <box>1360 196 1592 302</box>
poster-stars: Richard Burton Clint Eastwood <box>70 1576 246 1590</box>
donor-name: Βασ. Ἀγγέζολου <box>1360 780 1454 795</box>
article-paragraph: Ἀλλ' ὥστε μοῦ εἶχαν πεῖ τίς ὅλες οἱ ἐρωτήσεις ἀπό μοῦ ἔκαναν, γίνονταν γιά τό συμφέρον τῆς Ἀγγλίας. <box>286 1128 491 1189</box>
bank-line: Ἀνοίγ.μα πιστώσεων <box>1300 1994 1434 2010</box>
article-section-heading: ΕΝΑΡΞΙΣ ΤΗΣ ΔΙΚΗΣ <box>286 816 400 831</box>
donor-name: Ἰωάννης Τρινιδάκης <box>1360 674 1480 689</box>
sign-entry <box>1362 1192 1592 1238</box>
donor-name: Γεωργ. Πατρογά HOTEL DE ROSES <box>1360 720 1525 750</box>
temperature-row <box>712 572 902 587</box>
weather-logo <box>712 182 902 216</box>
sign-name: ΖΥΓΟΣ: <box>1362 1146 1410 1160</box>
cinema-name: NORMANDY — Τηλ. 861254 <box>508 1695 683 1710</box>
cinema-program-banner <box>296 1530 696 1616</box>
donor-amount: 1000 <box>1562 674 1592 689</box>
cinema-film: «SHARIA AL DABAB» καί «SHEEP MAN» <box>296 1890 501 1920</box>
cinema-film: «SUPERARGO» καί «GREATEST ROBBERY IN THE WEST» <box>714 1648 898 1693</box>
cinema-name: CAPITOL — Τηλ. 919778 <box>296 1875 451 1890</box>
article-paragraph: Εἶπε ὅτι ὑπῆρχε ἕνα ξεφάντωμα ὅπου μαζευόμαστε ὅλοι καί κάναμε ἀγάπη σέ αὐτό ἀπό ἕνα γυαλί. <box>286 900 491 960</box>
wishes-text: — Εὐχάς πρός τόν «Ταχυδρόμον» διεβίβασε χθές καί ὁ πρώην Πρόεδρος τοῦ Προσωρινοῦ Διαιτητικοῦ Συνεδρίου κ. Ἐπ. Γιαννόπουλος. <box>1128 415 1350 491</box>
sign-text: Μή μείνετε ὡς ὄργά κοντά στό πρόσωπο πού λατρεύετε. Προσοχή στίς πορείες σας. <box>1362 1373 1592 1418</box>
max: 25 <box>827 511 843 526</box>
masthead-line: Βασίλειος Τήνιος <box>103 1186 211 1201</box>
article-paragraph: Εἶναι ὁ ἄνθρωπος πού τήν ἀγάπησε, τήν προστάτευσε μιά καί τήν κατέστρεψε μαζῦ. <box>286 471 491 517</box>
bank-line: Ἄνοιγμα λογαριασμῶν εἰς ξένον συνάλλαγμα <box>1221 2015 1513 2031</box>
sign-text: Ἂν δημιουργήσετε ἐξίτηρα θά χώσετε μέ κερδισμένοι τῆς ἐποχῆς. Εὐχάριστο γράμμα. <box>1362 1237 1590 1282</box>
cinema-name: RITZ <box>44 1938 74 1953</box>
saint-text: Σαμωνᾶ, Γουρία · Ἀφιέρωσε ἐμαρτύρησαν, ἐπί Λικινίου κατηγορηθέντες εἰς τάς ρωμαϊκάς ἀρχάς ὡς ἀποπείθοντες τούς ἀνθρώπους νά μή προσφέρωσι θυσίας εἰς τά εἴδωλα περισφιχθέντες τούς πόδας διά ξύλου ἐρρίφθησαν εἰς σκοτεινήν φυλακήν. Ἐκεῖθεν μετά τετράμηνον διά ξίφους ἀμφότεροι ἀπέκτεινον. <box>44 339 270 492</box>
city: Πόρτ Σάϊτ <box>714 541 775 556</box>
donor-row <box>1360 553 1592 583</box>
sign-name: ΙΧΘΥΣ: <box>1362 1373 1407 1388</box>
cinema-program-col-a <box>296 1630 501 2190</box>
on-this-day-text: Ἀνεχώρησε Ἑλληνικό Τάγματός διά ΚΟΡΕΑΝ, ἵνα συμμετάσχει ὑπό τήν αἰγίδα τοῦ ΟΗΕ εἰς τόν ἀγῶνα διά τήν ἀπόκρουσιν τῆς κομμουνιστικῆς ἐπιθέσεως καί τήν προάσπισιν τῆς ἐλευθερίας καί τῆς ἀκεραιότητος τῆς χώρας ταύτης. <box>44 790 270 896</box>
sign-name: ΔΙΔΥΜΟΙ: <box>1128 1237 1192 1252</box>
article-continued: ΑΥΡΙΟΝ ἡ συνέχεια <box>585 1015 700 1030</box>
header-rule <box>40 84 1600 86</box>
sign-text: Ἐπιληκρινές εἶναι διεπιθεμένοι καί μετάχουν στίς προσπάθειες σας. Τυχερό τό 7. <box>1128 1237 1314 1282</box>
sign-entry <box>1362 1146 1592 1192</box>
article-headline-2: ΤΗΣ ΚΡΙΣΤ. ΚΗΛΕΡ <box>359 246 627 335</box>
bank-building-drawing <box>1217 1666 1517 1826</box>
donor-row <box>1360 523 1592 553</box>
model-figure-2 <box>689 1162 745 1382</box>
article-paragraph: — Μετακινήσατε σέ ἕνα διαμέρισμα στό Μπισότσιον Μιούζ; <box>497 551 700 597</box>
astro2-sunset: — Δύσις ἡλίου 5.12 <box>44 568 159 583</box>
wishes-title: Αἱ εὐχαί τοῦ κ. Σταύρου <box>1128 196 1350 250</box>
bank-line: ἀπό Γ.Δ. 100 τό ἔτος <box>1300 2053 1434 2069</box>
city: Ἀσιούτ <box>714 557 755 571</box>
header-left-marks: —— —— — — <box>290 61 393 77</box>
article-paragraph: Σήμερα μέ δύο ἀξιοθρηνή διαδικασίες, ὁ Γκάϊμερ ἦταν ἕνας ἐξαιρετικός πόνος τοῦ ἐξηγεῖ. <box>286 965 491 1010</box>
venue-text: Τό μόνον Ἑλληνικόν Κέντρον, μέ στέρε. Ἐκτός τῆς μοντέρνας μουσικῆς, θά εὕρετε ἐκεῖ τήν ἑλληνική κουζίνα μοναδική σέ λιχουδιές. <box>508 2013 704 2088</box>
social-right-column <box>1360 196 1592 996</box>
article-paragraph: — Μάλιστα, καί. <box>497 881 596 896</box>
model-figure-3 <box>755 1132 805 1382</box>
temperature-title: Η ΘΕΡΜΟΚΡΑΣΙΑ <box>759 461 855 476</box>
city: Ἀλεξάνδρεια <box>714 511 789 526</box>
donor-row <box>1360 584 1592 599</box>
temperature-table <box>712 481 902 587</box>
venue-text: Ἐκλεκτό ἑστιατόριον, ἀπαλή μουσική, ἀλλά καί μπουάτ ὅπου μπορεῖτε νά γλεντήσετε μέσα σέ μιά κοσμοπολίτικη ἀτμόσφαιρα <box>508 1860 704 1920</box>
max: 26 <box>827 496 843 511</box>
cinema-film: «NESSA» καί «AGAZET SEIF» <box>44 1794 224 1809</box>
bank-line: καί Ἐκκαθάρισις Ἐθνικοποιηθέντων <box>1250 2091 1484 2107</box>
fakos-text: Μεγάλη δεξίωσις ἐκεῖνο τό βράδυ στοῦ κ. Πολυτροπη, τοῦ μεγάλου διομηχάνου πού νομίζαμε τοῦ ἀσυσκέπτου. Τούς πρώτα κατεύθυνσε στῆς χώρας, πήραμε κάθε λογῆς ἡ κυρία Πολυτρόπη μέ τήν κόρη της. <box>914 1713 1114 1819</box>
donor-row <box>1360 796 1592 811</box>
article-paragraph: — Αὐτός μέ συνήντησε. <box>497 736 635 751</box>
cinema-film: «SALASS KESSAS» καί «KANDIL OM HASHEM» <box>44 1953 265 1982</box>
casino-text: Κάθε μέρα μέχρι πρωΐας Αἴθουσα παιγνιδιοῦ, ρουλέττα, μπακαρᾶς, Σεμέν ντέ Φέρ <box>727 2019 891 2078</box>
sign-name: ΤΑΥΡΟΣ: <box>1128 1191 1185 1206</box>
